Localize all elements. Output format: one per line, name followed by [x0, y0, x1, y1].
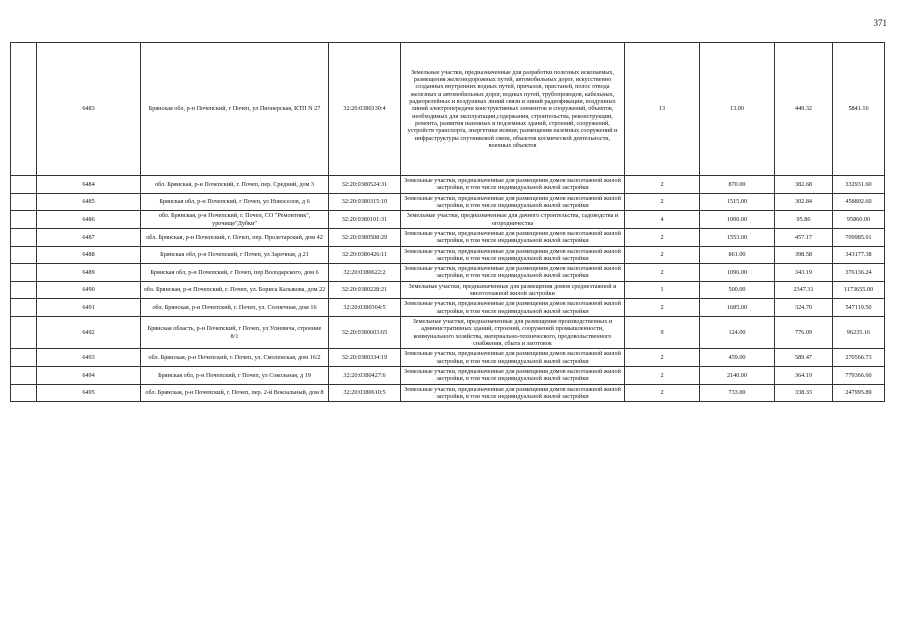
area-cell: 1553.00: [700, 228, 775, 246]
blank-cell: [11, 211, 37, 229]
address-cell: обл. Брянская, р-н Почепский, г. Почеп, пер. Средний, дом 3: [141, 176, 329, 194]
land-registry-table: [10, 42, 885, 402]
land-use-cell: Земельные участки, предназначенные для размещения производственных и административных зданий, строений, сооружений промышленности, коммунального хозяйства, материально-технического, продовольственного снабжения, сбыта и заготовок: [401, 317, 625, 349]
specific-value-cell: 95.86: [775, 211, 833, 229]
area-cell: 124.00: [700, 317, 775, 349]
specific-value-cell: 382.68: [775, 176, 833, 194]
table-row: [11, 176, 885, 194]
land-use-cell: Земельные участки, предназначенные для размещения домов малоэтажной жилой застройки, в том числе индивидуальной жилой застройки: [401, 176, 625, 194]
specific-value-cell: 2347.31: [775, 281, 833, 299]
address-cell: Брянская обл, р-н Почепский, г Почеп, ул Пионерская, КТП N 27: [141, 43, 329, 176]
row-number-cell: 6486: [37, 211, 141, 229]
row-number-cell: 6485: [37, 193, 141, 211]
row-number-cell: 6490: [37, 281, 141, 299]
table-row: [11, 228, 885, 246]
table-row: [11, 264, 885, 282]
area-cell: 2140.00: [700, 366, 775, 384]
cadastral-value-cell: 1173655.00: [833, 281, 885, 299]
cadastral-number-cell: 32:20:0380315:10: [329, 193, 401, 211]
cadastral-value-cell: 779366.60: [833, 366, 885, 384]
land-use-cell: Земельные участки, предназначенные для разработки полезных ископаемых, размещения железнодорожных путей, автомобильных дорог, искусственно созданных внутренних водных путей, причалов, пристаней, полос отвода железных и автомобильных дорог, водных путей, трубопроводов, кабельных, радиорелейных и воздушных линий связи и линий радиофикации, воздушных линий электропередачи конструктивных элементов и сооружений, объектов, необходимых для эксплуатации,содержания, строительства, реконструкции, ремонта, развития наземных и подземных зданий, строений, сооружений, устройств транспорта, энергетики исвязи; размещения наземных сооружений и инфраструктуры спутниковой связи, объектов космической деятельности, военных объектов: [401, 43, 625, 176]
blank-cell: [11, 246, 37, 264]
group-cell: 2: [625, 299, 700, 317]
table-row: [11, 193, 885, 211]
area-cell: 1685.00: [700, 299, 775, 317]
land-use-cell: Земельные участки, предназначенные для размещения домов малоэтажной жилой застройки, в том числе индивидуальной жилой застройки: [401, 366, 625, 384]
specific-value-cell: 589.47: [775, 349, 833, 367]
specific-value-cell: 364.19: [775, 366, 833, 384]
address-cell: Брянская обл, р-н Почепский, г Почеп, ул Заречная, д 21: [141, 246, 329, 264]
blank-cell: [11, 193, 37, 211]
blank-cell: [11, 281, 37, 299]
cadastral-value-cell: 547119.50: [833, 299, 885, 317]
cadastral-number-cell: 32:20:0380622:2: [329, 264, 401, 282]
address-cell: Брянская обл, р-н Почепский, г Почеп, ул Новоселов, д 6: [141, 193, 329, 211]
cadastral-value-cell: 458802.60: [833, 193, 885, 211]
address-cell: обл. Брянская, р-н Почепский, г. Почеп, ул. Бориса Калыкова, дом 22: [141, 281, 329, 299]
cadastral-number-cell: 32:20:0380610:5: [329, 384, 401, 402]
specific-value-cell: 457.17: [775, 228, 833, 246]
cadastral-value-cell: 332931.60: [833, 176, 885, 194]
group-cell: 2: [625, 366, 700, 384]
cadastral-number-cell: 32:20:0380130:4: [329, 43, 401, 176]
specific-value-cell: 449.32: [775, 43, 833, 176]
area-cell: 733.00: [700, 384, 775, 402]
land-use-cell: Земельные участки, предназначенные для размещения домов малоэтажной жилой застройки, в том числе индивидуальной жилой застройки: [401, 264, 625, 282]
specific-value-cell: 343.19: [775, 264, 833, 282]
area-cell: 500.00: [700, 281, 775, 299]
cadastral-number-cell: 32:20:0380101:31: [329, 211, 401, 229]
blank-cell: [11, 349, 37, 367]
address-cell: обл. Брянская, р-н Почепский, г. Почеп, ул. Солнечная, дом 16: [141, 299, 329, 317]
area-cell: 13.00: [700, 43, 775, 176]
cadastral-value-cell: 5841.16: [833, 43, 885, 176]
land-use-cell: Земельные участки, предназначенные для размещения домов малоэтажной жилой застройки, в том числе индивидуальной жилой застройки: [401, 228, 625, 246]
cadastral-value-cell: 270566.73: [833, 349, 885, 367]
area-cell: 459.00: [700, 349, 775, 367]
land-use-cell: Земельные участки, предназначенные для дачного строительства, садоводства и огородничества: [401, 211, 625, 229]
blank-cell: [11, 176, 37, 194]
table-row: [11, 384, 885, 402]
cadastral-value-cell: 343177.38: [833, 246, 885, 264]
table-row: [11, 43, 885, 176]
area-cell: 1096.00: [700, 264, 775, 282]
land-use-cell: Земельные участки, предназначенные для размещения домов малоэтажной жилой застройки, в том числе индивидуальной жилой застройки: [401, 384, 625, 402]
group-cell: 4: [625, 211, 700, 229]
row-number-cell: 6493: [37, 349, 141, 367]
cadastral-value-cell: 95860.00: [833, 211, 885, 229]
group-cell: 2: [625, 246, 700, 264]
group-cell: 2: [625, 264, 700, 282]
land-use-cell: Земельные участки, предназначенные для размещения домов малоэтажной жилой застройки, в том числе индивидуальной жилой застройки: [401, 193, 625, 211]
blank-cell: [11, 384, 37, 402]
cadastral-number-cell: 32:20:0380508:29: [329, 228, 401, 246]
row-number-cell: 6483: [37, 43, 141, 176]
row-number-cell: 6491: [37, 299, 141, 317]
page-number: 371: [873, 18, 887, 28]
blank-cell: [11, 228, 37, 246]
row-number-cell: 6484: [37, 176, 141, 194]
cadastral-value-cell: 96235.16: [833, 317, 885, 349]
land-use-cell: Земельные участки, предназначенные для размещения домов среднеэтажной и многоэтажной жилой застройки: [401, 281, 625, 299]
row-number-cell: 6495: [37, 384, 141, 402]
cadastral-number-cell: 32:20:0380426:11: [329, 246, 401, 264]
table-row: [11, 281, 885, 299]
group-cell: 2: [625, 228, 700, 246]
specific-value-cell: 302.84: [775, 193, 833, 211]
group-cell: 1: [625, 281, 700, 299]
table-row: [11, 349, 885, 367]
specific-value-cell: 338.33: [775, 384, 833, 402]
group-cell: 2: [625, 349, 700, 367]
address-cell: обл. Брянская, р-н Почепский, г. Почеп, ул. Смоленская, дом 16/2: [141, 349, 329, 367]
area-cell: 870.00: [700, 176, 775, 194]
row-number-cell: 6488: [37, 246, 141, 264]
land-use-cell: Земельные участки, предназначенные для размещения домов малоэтажной жилой застройки, в том числе индивидуальной жилой застройки: [401, 349, 625, 367]
table-row: [11, 317, 885, 349]
cadastral-value-cell: 709985.01: [833, 228, 885, 246]
cadastral-number-cell: 32:20:0380603:65: [329, 317, 401, 349]
land-use-cell: Земельные участки, предназначенные для размещения домов малоэтажной жилой застройки, в том числе индивидуальной жилой застройки: [401, 299, 625, 317]
group-cell: 2: [625, 384, 700, 402]
specific-value-cell: 324.70: [775, 299, 833, 317]
blank-cell: [11, 366, 37, 384]
cadastral-number-cell: 32:20:0380427:6: [329, 366, 401, 384]
address-cell: Брянская обл, р-н Почепский, г Почеп, ул Сокольная, д 19: [141, 366, 329, 384]
address-cell: обл. Брянская, р-н Почепский, г. Почеп, пер. 2-й Вокзальный, дом 8: [141, 384, 329, 402]
address-cell: Брянская область, р-н Почепский, г Почеп, ул Усиевича, строение 8/1: [141, 317, 329, 349]
group-cell: 9: [625, 317, 700, 349]
row-number-cell: 6487: [37, 228, 141, 246]
blank-cell: [11, 43, 37, 176]
table-row: [11, 211, 885, 229]
cadastral-value-cell: 247995.89: [833, 384, 885, 402]
table-row: [11, 246, 885, 264]
cadastral-number-cell: 32:20:0380524:31: [329, 176, 401, 194]
blank-cell: [11, 299, 37, 317]
table-row: [11, 366, 885, 384]
area-cell: 1515.00: [700, 193, 775, 211]
table-row: [11, 299, 885, 317]
row-number-cell: 6494: [37, 366, 141, 384]
blank-cell: [11, 264, 37, 282]
group-cell: 2: [625, 176, 700, 194]
row-number-cell: 6489: [37, 264, 141, 282]
cadastral-number-cell: 32:20:0380228:21: [329, 281, 401, 299]
cadastral-number-cell: 32:20:0380304:5: [329, 299, 401, 317]
address-cell: Брянская обл, р-н Почепский, г Почеп, пер Володарского, дом 6: [141, 264, 329, 282]
cadastral-number-cell: 32:20:0380334:19: [329, 349, 401, 367]
group-cell: 2: [625, 193, 700, 211]
address-cell: обл. Брянская, р-н Почепский, г. Почеп, СО "Ремонтник", урочище"Дубки": [141, 211, 329, 229]
specific-value-cell: 398.58: [775, 246, 833, 264]
specific-value-cell: 776.09: [775, 317, 833, 349]
row-number-cell: 6492: [37, 317, 141, 349]
blank-cell: [11, 317, 37, 349]
area-cell: 861.00: [700, 246, 775, 264]
cadastral-value-cell: 376136.24: [833, 264, 885, 282]
group-cell: 13: [625, 43, 700, 176]
area-cell: 1000.00: [700, 211, 775, 229]
land-use-cell: Земельные участки, предназначенные для размещения домов малоэтажной жилой застройки, в том числе индивидуальной жилой застройки: [401, 246, 625, 264]
address-cell: обл. Брянская, р-н Почепский, г. Почеп, пер. Пролетарский, дом 42: [141, 228, 329, 246]
